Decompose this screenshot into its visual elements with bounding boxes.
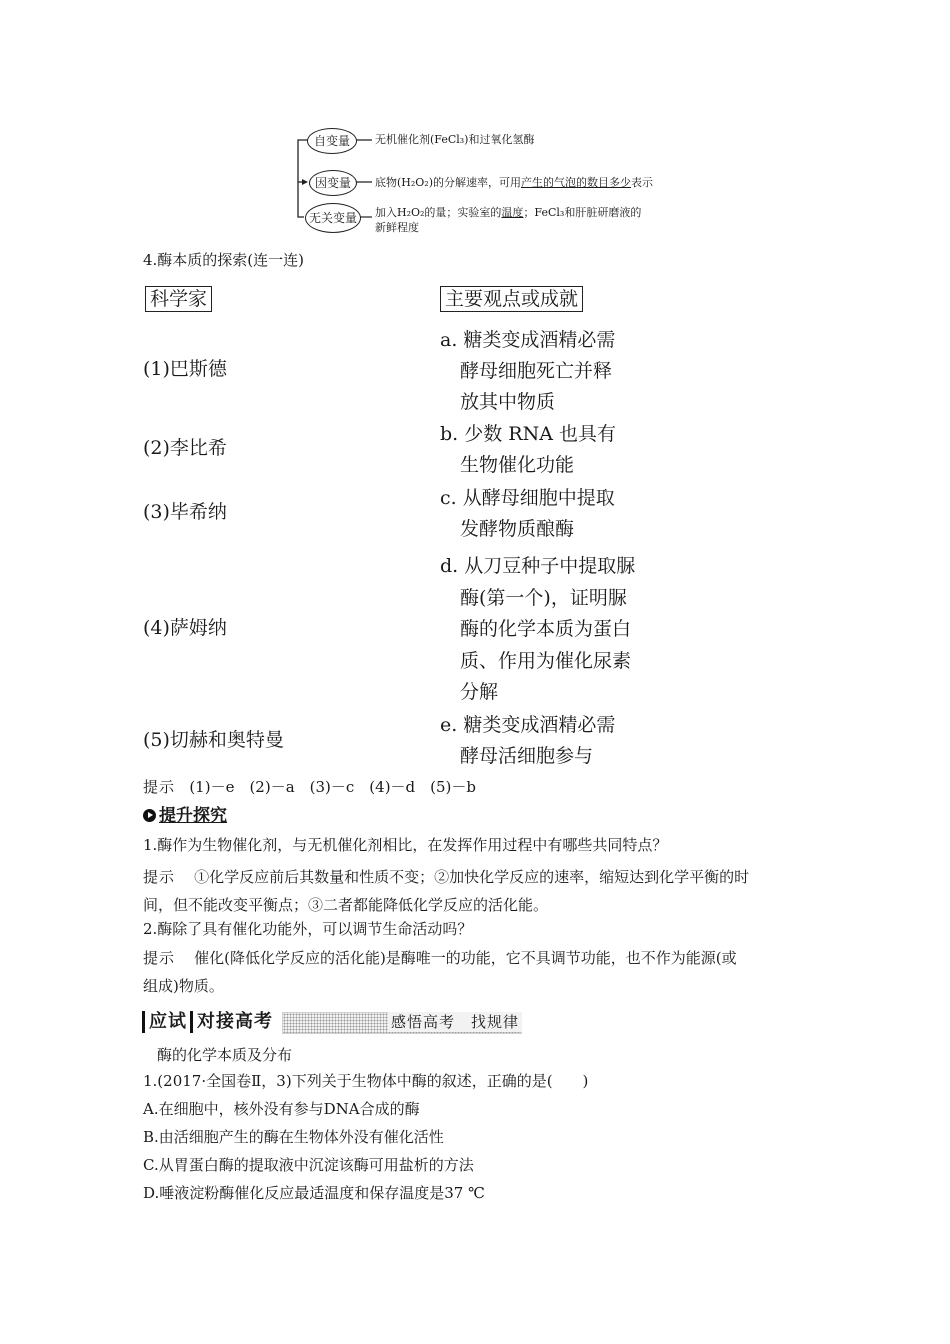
node-label: 自变量: [313, 134, 350, 148]
achievement-line: 酶的化学本质为蛋白: [460, 618, 632, 640]
achievement-b: [440, 419, 616, 481]
irrelevant-variable-node: [305, 203, 361, 233]
achievement-line: c. 从酵母细胞中提取: [440, 487, 615, 509]
achievement-line: 分解: [460, 681, 499, 703]
topic-heading: 酶的化学本质及分布: [157, 1046, 293, 1064]
hint-answer: (1)－e (2)－a (3)－c (4)－d (5)－b: [189, 778, 476, 796]
explore-title-text: 提升探究: [159, 806, 227, 826]
independent-variable-desc: 无机催化剂(FeCl₃)和过氧化氢酶: [375, 133, 535, 146]
achievement-line: 发酵物质酿酶: [460, 518, 575, 540]
hint-label: 提示: [143, 868, 176, 886]
hint-label: 提示: [143, 778, 176, 796]
independent-variable-node: [307, 128, 357, 154]
achievement-d: [440, 551, 635, 709]
play-icon: [143, 809, 156, 822]
achievement-line: 生物催化功能: [460, 454, 575, 476]
desc-text: 底物(H₂O₂)的分解速率，可用: [375, 176, 522, 189]
achievement-line: 酶(第一个)，证明脲: [460, 586, 627, 609]
node-label: 因变量: [314, 176, 351, 190]
answer-text: ①化学反应前后其数量和性质不变；②加快化学反应的速率，缩短达到化学平衡的时: [194, 868, 750, 886]
achievement-line: a. 糖类变成酒精必需: [440, 329, 616, 351]
desc-text: ；FeCl₃和肝脏研磨液的: [523, 206, 642, 219]
achievement-a: [440, 325, 615, 418]
achievement-header: 主要观点或成就: [440, 286, 583, 312]
hint-label: 提示: [143, 949, 176, 967]
answer-text: 催化(降低化学反应的活化能)是酶唯一的功能，它不具调节功能，也不作为能源(或: [194, 949, 737, 967]
desc-underlined: 温度: [501, 206, 524, 219]
irrelevant-variable-desc: [375, 205, 641, 235]
explore-question-1: 1.酶作为生物催化剂，与无机催化剂相比，在发挥作用过程中有哪些共同特点？: [143, 836, 668, 854]
dependent-variable-desc: [375, 175, 653, 190]
scientist-3: (3)毕希纳: [143, 501, 227, 523]
achievement-line: 质、作用为催化尿素: [460, 649, 632, 672]
achievement-line: 放其中物质: [460, 391, 556, 413]
scientist-1: (1)巴斯德: [143, 358, 227, 380]
explore-title: [143, 805, 227, 827]
achievement-line: e. 糖类变成酒精必需: [440, 714, 616, 736]
section-title: 4.酶本质的探索(连一连): [143, 251, 305, 269]
explore-answer-2: [143, 944, 737, 1000]
scientist-header: 科学家: [145, 286, 212, 312]
desc-text: 加入H₂O₂的量；实验室的: [375, 206, 502, 219]
explore-question-2: 2.酶除了具有催化功能外，可以调节生命活动吗？: [143, 920, 473, 938]
scientist-4: (4)萨姆纳: [143, 617, 227, 639]
achievement-line: 酵母细胞死亡并释: [460, 360, 613, 382]
desc-underlined: 产生的气泡的数目多少: [521, 176, 632, 189]
banner-tag-link: 对接高考: [190, 1011, 273, 1033]
explore-answer-1: [143, 863, 749, 919]
option-b: B.由活细胞产生的酶在生物体外没有催化活性: [143, 1128, 444, 1146]
desc-text: 表示: [631, 176, 654, 189]
scientist-5: (5)切赫和奥特曼: [143, 729, 284, 751]
question-stem: 1.(2017·全国卷Ⅱ，3)下列关于生物体中酶的叙述，正确的是( ): [143, 1072, 589, 1090]
banner-tag-exam: 应试: [142, 1011, 187, 1033]
matching-hint: [143, 777, 476, 797]
achievement-line: d. 从刀豆种子中提取脲: [440, 555, 636, 577]
scientist-2: (2)李比希: [143, 437, 227, 459]
desc-text: 新鲜程度: [375, 221, 419, 234]
banner-slogan: 感悟高考 找规律: [388, 1012, 522, 1032]
option-a: A.在细胞中，核外没有参与DNA合成的酶: [143, 1100, 420, 1118]
option-d: D.唾液淀粉酶催化反应最适温度和保存温度是37 ℃: [143, 1184, 485, 1202]
option-c: C.从胃蛋白酶的提取液中沉淀该酶可用盐析的方法: [143, 1156, 474, 1174]
answer-text: 组成)物质。: [143, 977, 224, 995]
node-label: 无关变量: [308, 211, 357, 225]
achievement-line: 酵母活细胞参与: [460, 745, 594, 767]
achievement-e: [440, 710, 615, 772]
achievement-c: [440, 483, 615, 545]
answer-text: 间，但不能改变平衡点；③二者都能降低化学反应的活化能。: [143, 896, 549, 914]
dependent-variable-node: [309, 170, 357, 196]
achievement-line: b. 少数 RNA 也具有: [440, 423, 616, 445]
